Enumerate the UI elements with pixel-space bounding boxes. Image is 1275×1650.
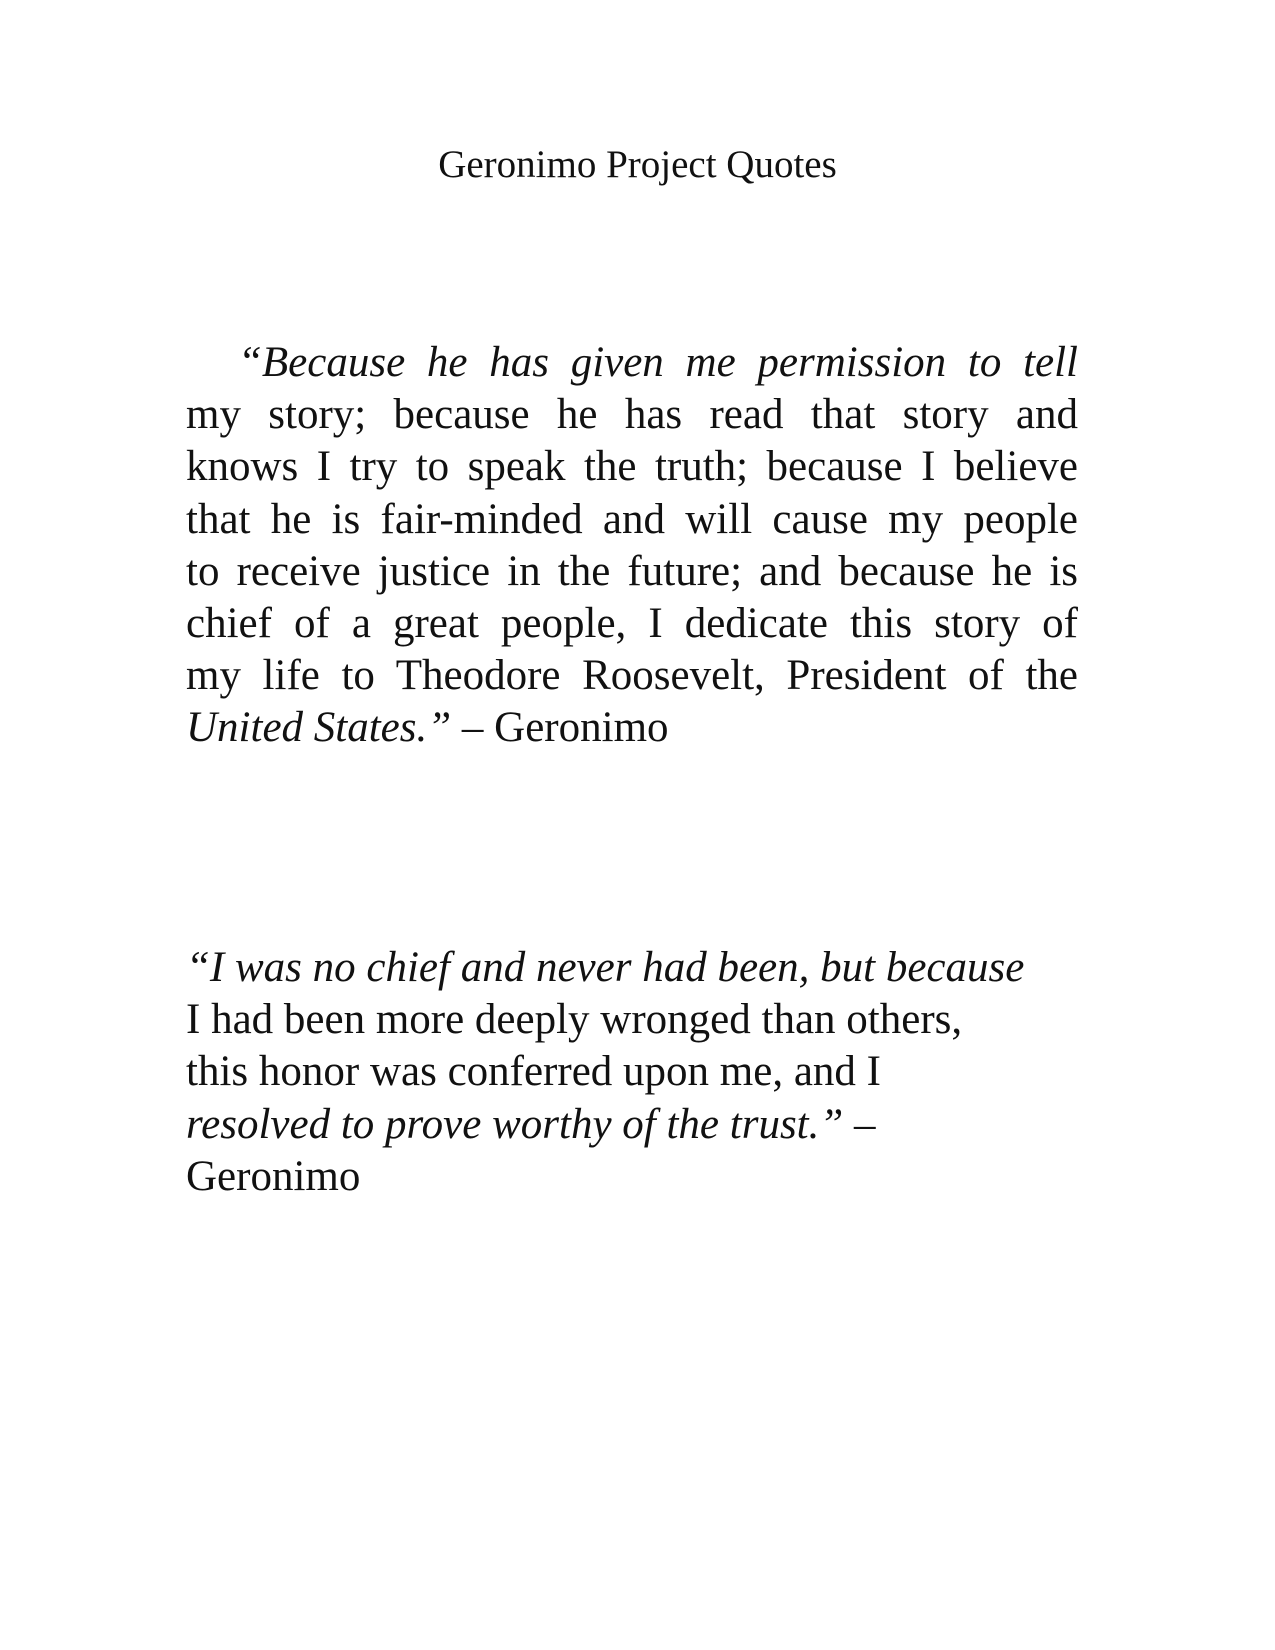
quote-line: to receive justice in the future; and because he is	[186, 547, 1078, 595]
quote-line	[186, 1099, 1078, 1151]
quote-dedication	[186, 337, 1078, 755]
quote-line: this honor was conferred upon me, and I	[186, 1048, 881, 1096]
quote-line: knows I try to speak the truth; because I believe	[186, 443, 1078, 491]
quote-line: “Because he has given me permission to tell	[238, 339, 1078, 386]
page-title: Geronimo Project Quotes	[438, 143, 837, 186]
quote-line: chief of a great people, I dedicate this story of	[186, 599, 1078, 647]
quote-last-line	[186, 702, 1078, 754]
quote-line: “I was no chief and never had been, but because	[186, 944, 1025, 991]
quote-attribution: Geronimo	[186, 1152, 361, 1200]
quote-italic-end: United States.”	[186, 704, 452, 752]
quote-line: my story; because he has read that story and	[186, 391, 1078, 439]
quote-chief	[186, 942, 1078, 1203]
quote-line: my life to Theodore Roosevelt, President of the	[186, 652, 1078, 700]
quote-line: that he is fair-minded and will cause my people	[186, 495, 1078, 543]
quote-dash: –	[843, 1100, 876, 1148]
quote-italic-end: resolved to prove worthy of the trust.”	[186, 1100, 844, 1148]
quote-line: I had been more deeply wronged than others,	[186, 996, 963, 1044]
quote-attribution: – Geronimo	[451, 704, 669, 752]
